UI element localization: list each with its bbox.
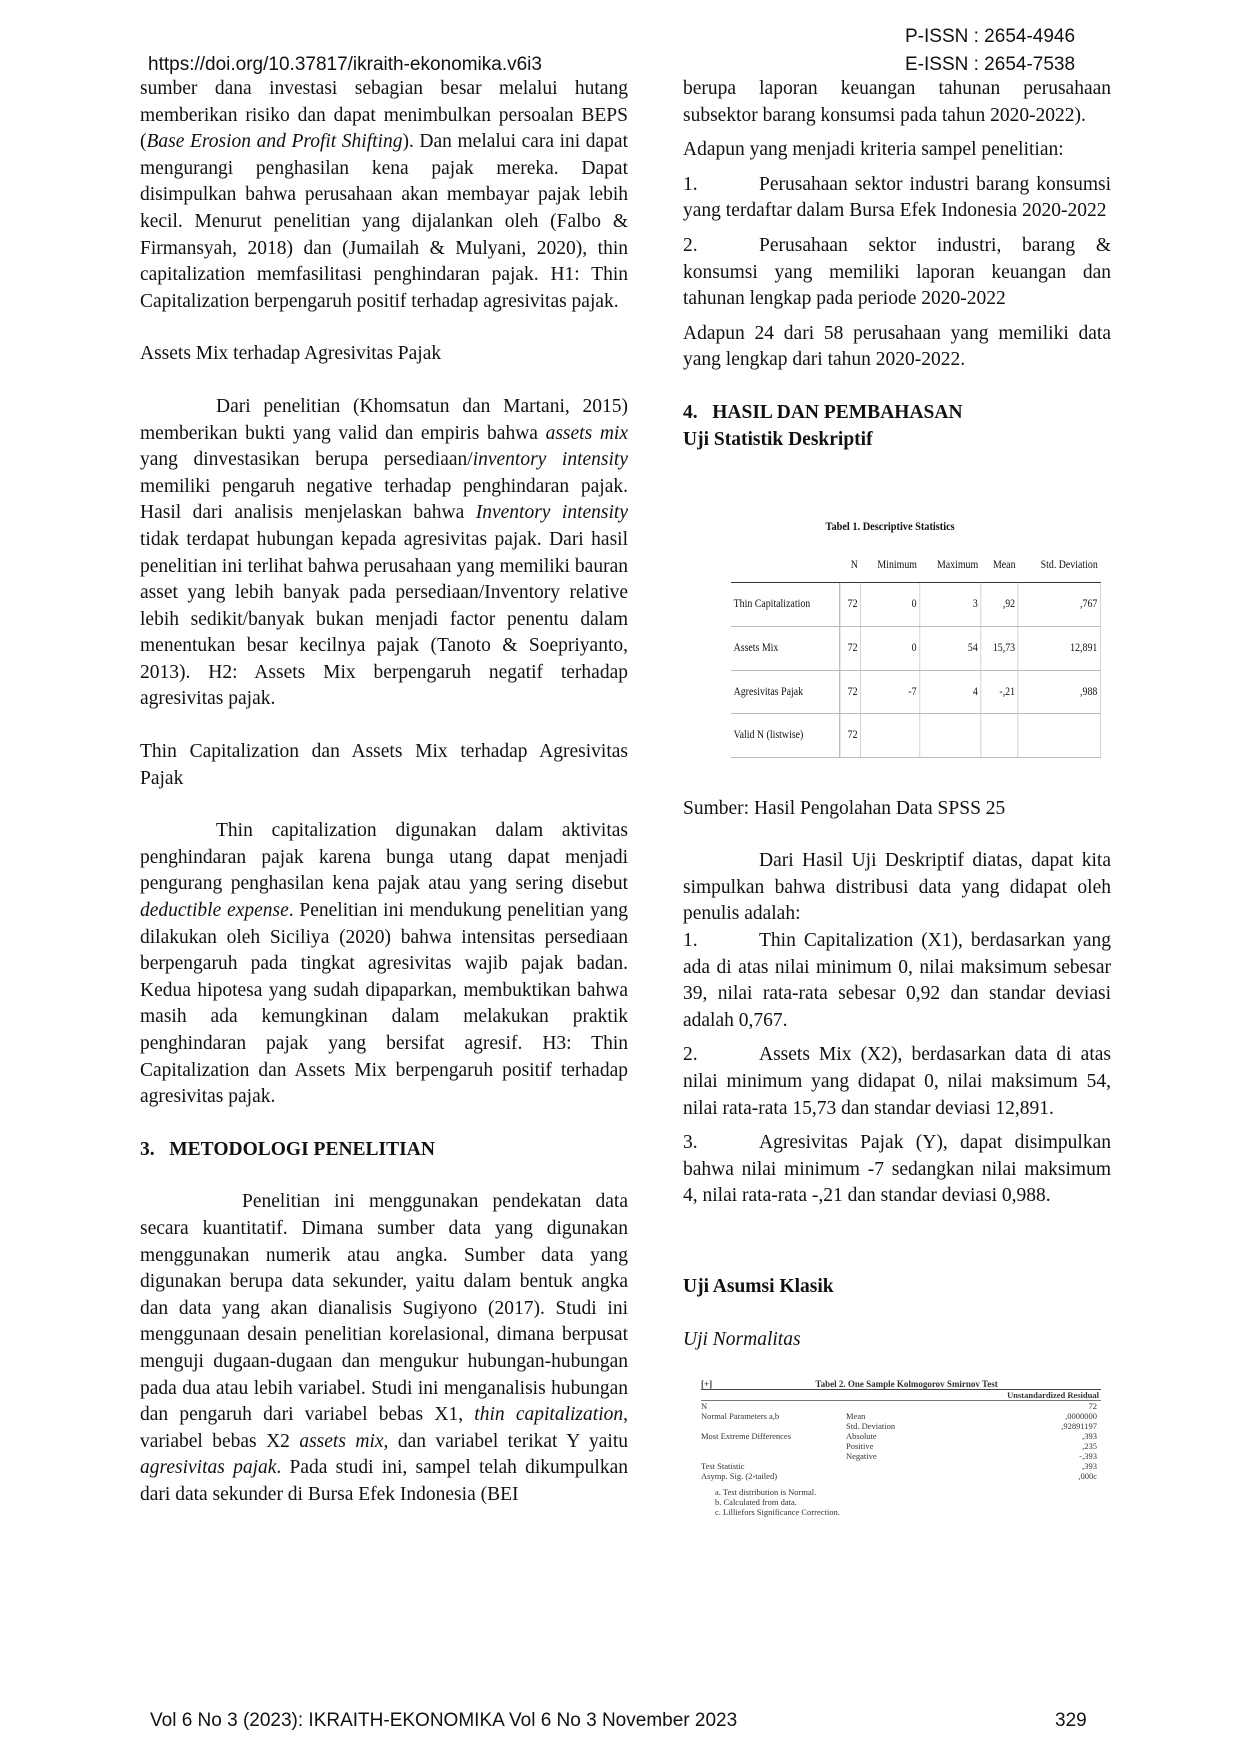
table-cell: Mean [846, 1411, 866, 1422]
table-cell: ,0000000 [1065, 1411, 1097, 1422]
table-cell: Test Statistic [701, 1461, 745, 1472]
table-cell: ,235 [1082, 1441, 1097, 1452]
table-row [701, 1451, 1101, 1461]
paragraph: Penelitian ini menggunakan pendekatan data secara kuantitatif. Dimana sumber data yang digunakan menggunakan numerik atau angka. Sumber data yang digunakan berupa data sekunder, yaitu dalam bentuk angka dan data yang akan dianalisis Sugiyono (2017). Studi ini menggunaan desain penelitian korelasional, dimana berpusat menguji dugaan-dugaan dan mengukur hubungan-hubungan pada dua atau lebih variabel. Studi ini menganalisis hubungan dan pengaruh dari variabel bebas X1, thin capitalization, variabel bebas X2 assets mix, dan variabel terikat Y yaitu agresivitas pajak. Pada studi ini, sampel telah dikumpulkan dari data sekunder di Bursa Efek Indonesia (BEI [140, 1191, 629, 1505]
table-cell: ,92 [981, 583, 1018, 627]
subheading: Thin Capitalization dan Assets Mix terhadap Agresivitas Pajak [140, 741, 628, 789]
table-title: Tabel 1. Descriptive Statistics [825, 519, 955, 534]
table-row [731, 583, 1100, 627]
section-heading: 3. METODOLOGI PENELITIAN [140, 1138, 435, 1160]
table-cell: ,393 [1082, 1431, 1097, 1442]
column-header [731, 548, 840, 583]
column-header: Maximum [920, 548, 981, 583]
table-cell [920, 714, 981, 758]
table-cell [701, 1441, 846, 1451]
table-row [701, 1431, 1101, 1441]
table-cell: Most Extreme Differences [701, 1431, 792, 1442]
table-cell: Thin Capitalization [731, 583, 840, 627]
list-item: 2. Assets Mix (X2), berdasarkan data di atas nilai minimum yang didapat 0, nilai maksimum 54, nilai rata-rata 15,73 dan standar deviasi 12,891. [683, 1044, 1111, 1119]
table-cell: Asymp. Sig. (2-tailed) [701, 1471, 778, 1482]
table-cell: -7 [861, 670, 920, 714]
list-item: 2. Perusahaan sektor industri, barang & konsumsi yang memiliki laporan keuangan dan tahunan lengkap pada periode 2020-2022 [683, 234, 1111, 310]
table-cell: 0 [861, 583, 920, 627]
footer-journal: Vol 6 No 3 (2023): IKRAITH-EKONOMIKA Vol 6 No 3 November 2023 [150, 1710, 738, 1731]
table-row [701, 1441, 1101, 1451]
table-cell [846, 1401, 996, 1411]
table-cell: Agresivitas Pajak [731, 670, 840, 714]
table-cell: N [701, 1401, 708, 1412]
subheading: Assets Mix terhadap Agresivitas Pajak [140, 343, 442, 365]
table-row [731, 626, 1100, 670]
list-item: 1. Thin Capitalization (X1), berdasarkan yang ada di atas nilai minimum 0, nilai maksimum sebesar 39, nilai rata-rata sebesar 0,92 dan standar deviasi adalah 0,767. [683, 930, 1111, 1031]
table-cell: -,393 [1079, 1451, 1097, 1462]
subheading: Uji Normalitas [683, 1328, 801, 1350]
descriptive-statistics-table [731, 513, 1098, 758]
table-cell: 72 [840, 670, 861, 714]
page-number: 329 [1055, 1710, 1087, 1731]
paragraph: sumber dana investasi sebagian besar melalui hutang memberikan risiko dan dapat menimbulkan persoalan BEPS (Base Erosion and Profit Shifting). Dan melalui cara ini dapat mengurangi penghasilan kena pajak mereka. Dapat disimpulkan bahwa perusahaan akan membayar pajak lebih kecil. Menurut penelitian yang dijalankan oleh (Falbo & Firmansyah, 2018) dan (Jumailah & Mulyani, 2020), thin capitalization memfasilitasi penghindaran pajak. H1: Thin Capitalization berpengaruh positif terhadap agresivitas pajak. [140, 78, 629, 312]
subheading: Uji Asumsi Klasik [683, 1276, 834, 1297]
table-cell: Negative [846, 1451, 877, 1462]
table-row [731, 670, 1100, 714]
table-cell [1018, 714, 1100, 758]
table-cell: 12,891 [1018, 626, 1100, 670]
table-header-row [731, 548, 1100, 583]
list-item: 1. Perusahaan sektor industri barang konsumsi yang terdaftar dalam Bursa Efek Indonesia 2020-2022 [683, 173, 1111, 222]
table-note: a. Test distribution is Normal. [715, 1487, 817, 1498]
paragraph: Adapun 24 dari 58 perusahaan yang memiliki data yang lengkap dari tahun 2020-2022. [683, 322, 1111, 371]
column-header: Mean [981, 548, 1018, 583]
table-cell: Valid N (listwise) [731, 714, 840, 758]
table-row [701, 1401, 1101, 1411]
column-header: N [840, 548, 861, 583]
table-row [731, 714, 1100, 758]
table [731, 548, 1101, 758]
table-cell [846, 1461, 996, 1471]
pissn: P-ISSN : 2654-4946 [905, 26, 1076, 47]
table-cell: 72 [840, 626, 861, 670]
table-cell: ,988 [1018, 670, 1100, 714]
table-cell [701, 1451, 846, 1461]
subheading: Uji Statistik Deskriptif [683, 428, 873, 450]
table-cell: 4 [920, 670, 981, 714]
right-column [683, 76, 1111, 1517]
paragraph: Adapun yang menjadi kriteria sampel penelitian: [683, 139, 1064, 161]
list-item: 3. Agresivitas Pajak (Y), dapat disimpulkan bahwa nilai minimum -7 sedangkan nilai maksimum 4, nilai rata-rata -,21 dan standar deviasi 0,988. [683, 1132, 1111, 1207]
table-cell: ,92891197 [1061, 1421, 1097, 1432]
left-column [140, 76, 628, 1509]
table-note: b. Calculated from data. [715, 1497, 797, 1508]
paragraph: Dari Hasil Uji Deskriptif diatas, dapat kita simpulkan bahwa distribusi data yang didapat oleh penulis adalah: [683, 850, 1111, 925]
table-cell: 15,73 [981, 626, 1018, 670]
table-cell [846, 1471, 996, 1481]
table-cell: 54 [920, 626, 981, 670]
doi-link[interactable]: https://doi.org/10.37817/ikraith-ekonomika.v6i3 [148, 54, 542, 75]
table-cell: 3 [920, 583, 981, 627]
table-cell: 72 [840, 583, 861, 627]
table-row [701, 1411, 1101, 1421]
table-cell [981, 714, 1018, 758]
column-header: Std. Deviation [1018, 548, 1100, 583]
table-cell: ,000c [1078, 1471, 1097, 1482]
column-header: Unstandardized Residual [701, 1390, 1101, 1401]
kolmogorov-smirnov-table [701, 1379, 1101, 1517]
table-source: Sumber: Hasil Pengolahan Data SPSS 25 [683, 797, 1006, 819]
paragraph: berupa laporan keuangan tahunan perusahaan subsektor barang konsumsi pada tahun 2020-2022). [683, 78, 1111, 126]
section-heading: 4. HASIL DAN PEMBAHASAN [683, 401, 963, 423]
paragraph: Dari penelitian (Khomsatun dan Martani, 2015) memberikan bukti yang valid dan empiris bahwa assets mix yang dinvestasikan berupa persediaan/inventory intensity memiliki pengaruh negative terhadap penghindaran pajak. Hasil dari analisis menjelaskan bahwa Inventory intensity tidak terdapat hubungan kepada agresivitas pajak. Dari hasil penelitian ini terlihat bahwa perusahaan yang memiliki bauran asset yang lebih banyak pada persediaan/Inventory relative lebih sedikit/banyak bukan menjadi factor penentu dalam menentukan besar kecilnya pajak (Tanoto & Soepriyanto, 2013). H2: Assets Mix berpengaruh negatif terhadap agresivitas pajak. [140, 395, 628, 710]
table-cell: Absolute [846, 1431, 877, 1442]
table-cell: ,767 [1018, 583, 1100, 627]
table-cell: -,21 [981, 670, 1018, 714]
table-row [701, 1421, 1101, 1431]
table-cell: Normal Parameters a,b [701, 1411, 780, 1422]
table-cell: 72 [1088, 1401, 1097, 1412]
table-row [701, 1461, 1101, 1471]
table-cell [861, 714, 920, 758]
table-title: [+] Tabel 2. One Sample Kolmogorov Smirnov Test [701, 1379, 1101, 1390]
table-cell: 72 [840, 714, 861, 758]
column-header: Minimum [861, 548, 920, 583]
table-note: c. Lilliefors Significance Correction. [715, 1507, 840, 1518]
table-cell: Positive [846, 1441, 874, 1452]
paragraph: Thin capitalization digunakan dalam aktivitas penghindaran pajak karena bunga utang dapat menjadi pengurang penghasilan kena pajak atau yang sering disebut deductible expense. Penelitian ini mendukung penelitian yang dilakukan oleh Siciliya (2020) bahwa intensitas persediaan berpengaruh pada tingkat agresivitas wajib pajak badan. Kedua hipotesa yang sudah dipaparkan, membuktikan bahwa masih ada kemungkinan dalam melakukan praktik penghindaran pajak yang bersifat agresif. H3: Thin Capitalization dan Assets Mix berpengaruh positif terhadap agresivitas pajak. [140, 820, 628, 1108]
table-cell: Assets Mix [731, 626, 840, 670]
table-cell [701, 1421, 846, 1431]
table-cell: Std. Deviation [846, 1421, 896, 1432]
table-cell: 0 [861, 626, 920, 670]
table-cell: ,393 [1082, 1461, 1097, 1472]
eissn: E-ISSN : 2654-7538 [905, 54, 1076, 75]
table-row [701, 1471, 1101, 1481]
